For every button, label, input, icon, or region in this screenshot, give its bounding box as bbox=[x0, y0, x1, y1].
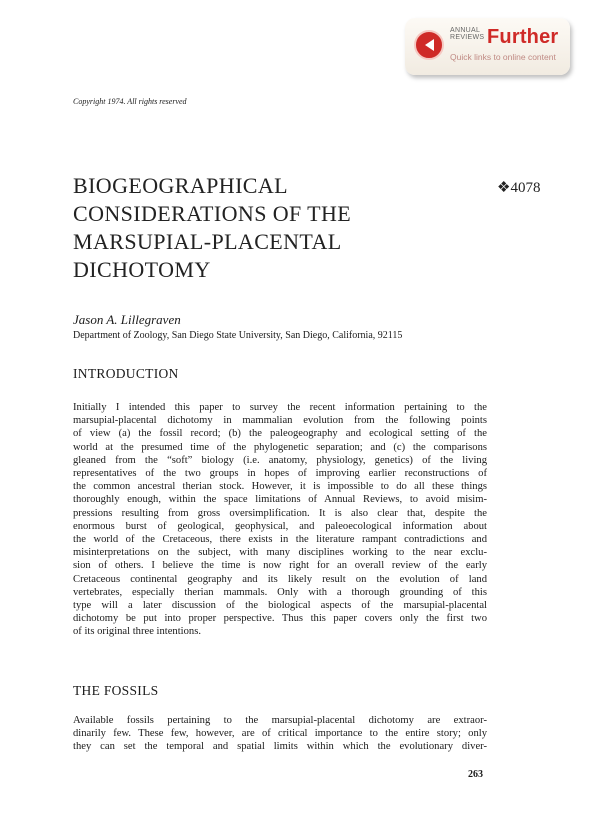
article-title bbox=[73, 172, 413, 284]
text-line: representatives of the two groups in hopes of improving earlier reconstructions of bbox=[73, 468, 487, 480]
copyright-notice: Copyright 1974. All rights reserved bbox=[73, 97, 187, 106]
text-line: Cretaceous continental geography and its likely result on the evolution of land bbox=[73, 573, 487, 585]
title-line: CONSIDERATIONS OF THE bbox=[73, 201, 352, 226]
text-line: pressions resulting from gross oversimplification. It is also clear that, despite the bbox=[73, 507, 487, 519]
badge-tagline: Quick links to online content bbox=[450, 52, 556, 62]
text-line: misinterpretations on the subject, with many disciplines working to the near exclu- bbox=[73, 547, 487, 559]
text-line: sion of others. I believe the time is now right for an overall review of the early bbox=[73, 560, 487, 572]
text-line: dichotomy be put into proper perspective. Thus this paper covers only the first two bbox=[73, 613, 487, 625]
text-line: they can set the temporal and spatial limits within which the evolutionary diver- bbox=[73, 741, 487, 753]
author-name: Jason A. Lillegraven bbox=[73, 312, 181, 327]
article-number: ❖4078 bbox=[497, 180, 541, 196]
text-line: gleaned from the “soft” biology (i.e. anatomy, physiology, genetics) of the living bbox=[73, 454, 487, 466]
text-line: the world of the Cretaceous, there exists in the literature rampant contradictions and bbox=[73, 534, 487, 546]
text-line: of its original three intentions. bbox=[73, 626, 201, 638]
introduction-paragraph bbox=[73, 401, 487, 639]
text-line: Available fossils pertaining to the marsupial-placental dichotomy are extraor- bbox=[73, 715, 487, 726]
text-line: type will a later discussion of the biological aspects of the marsupial-placental bbox=[73, 600, 487, 612]
further-badge[interactable] bbox=[405, 18, 570, 75]
title-line: DICHOTOMY bbox=[73, 257, 211, 282]
text-line: of view (a) the fossil record; (b) the paleogeography and ecological setting of the bbox=[73, 428, 487, 440]
section-heading-fossils: THE FOSSILS bbox=[73, 683, 159, 698]
text-line: vertebrates, especially therian mammals. Only with a thorough grounding of this bbox=[73, 586, 487, 598]
author-affiliation: Department of Zoology, San Diego State University, San Diego, California, 92115 bbox=[73, 330, 403, 341]
text-line: marsupial-placental dichotomy in mammalian evolution from the following points bbox=[73, 415, 487, 427]
text-line: thoroughly enough, within the space limitations of Annual Reviews, to avoid misim- bbox=[73, 494, 487, 506]
text-line: world at the presumed time of the phylogenetic separation; and (c) the comparisons bbox=[73, 441, 487, 453]
text-line: the common ancestral therian stock. However, it is impossible to do all these things bbox=[73, 481, 487, 493]
badge-further-label: Further bbox=[487, 26, 559, 48]
text-line: dinarily few. These few, however, are of critical importance to the entire story; only bbox=[73, 728, 487, 740]
badge-annual-reviews: ANNUAL REVIEWS bbox=[450, 27, 485, 41]
title-line: BIOGEOGRAPHICAL bbox=[73, 173, 288, 198]
page-number: 263 bbox=[468, 769, 483, 780]
title-line: MARSUPIAL-PLACENTAL bbox=[73, 229, 342, 254]
fossils-paragraph bbox=[73, 714, 487, 754]
text-line: Initially I intended this paper to survey the recent information pertaining to the bbox=[73, 402, 487, 413]
back-arrow-icon bbox=[414, 30, 444, 60]
section-heading-introduction: INTRODUCTION bbox=[73, 366, 179, 381]
text-line: enormous burst of geological, geophysical, and paleoecological information about bbox=[73, 520, 487, 532]
